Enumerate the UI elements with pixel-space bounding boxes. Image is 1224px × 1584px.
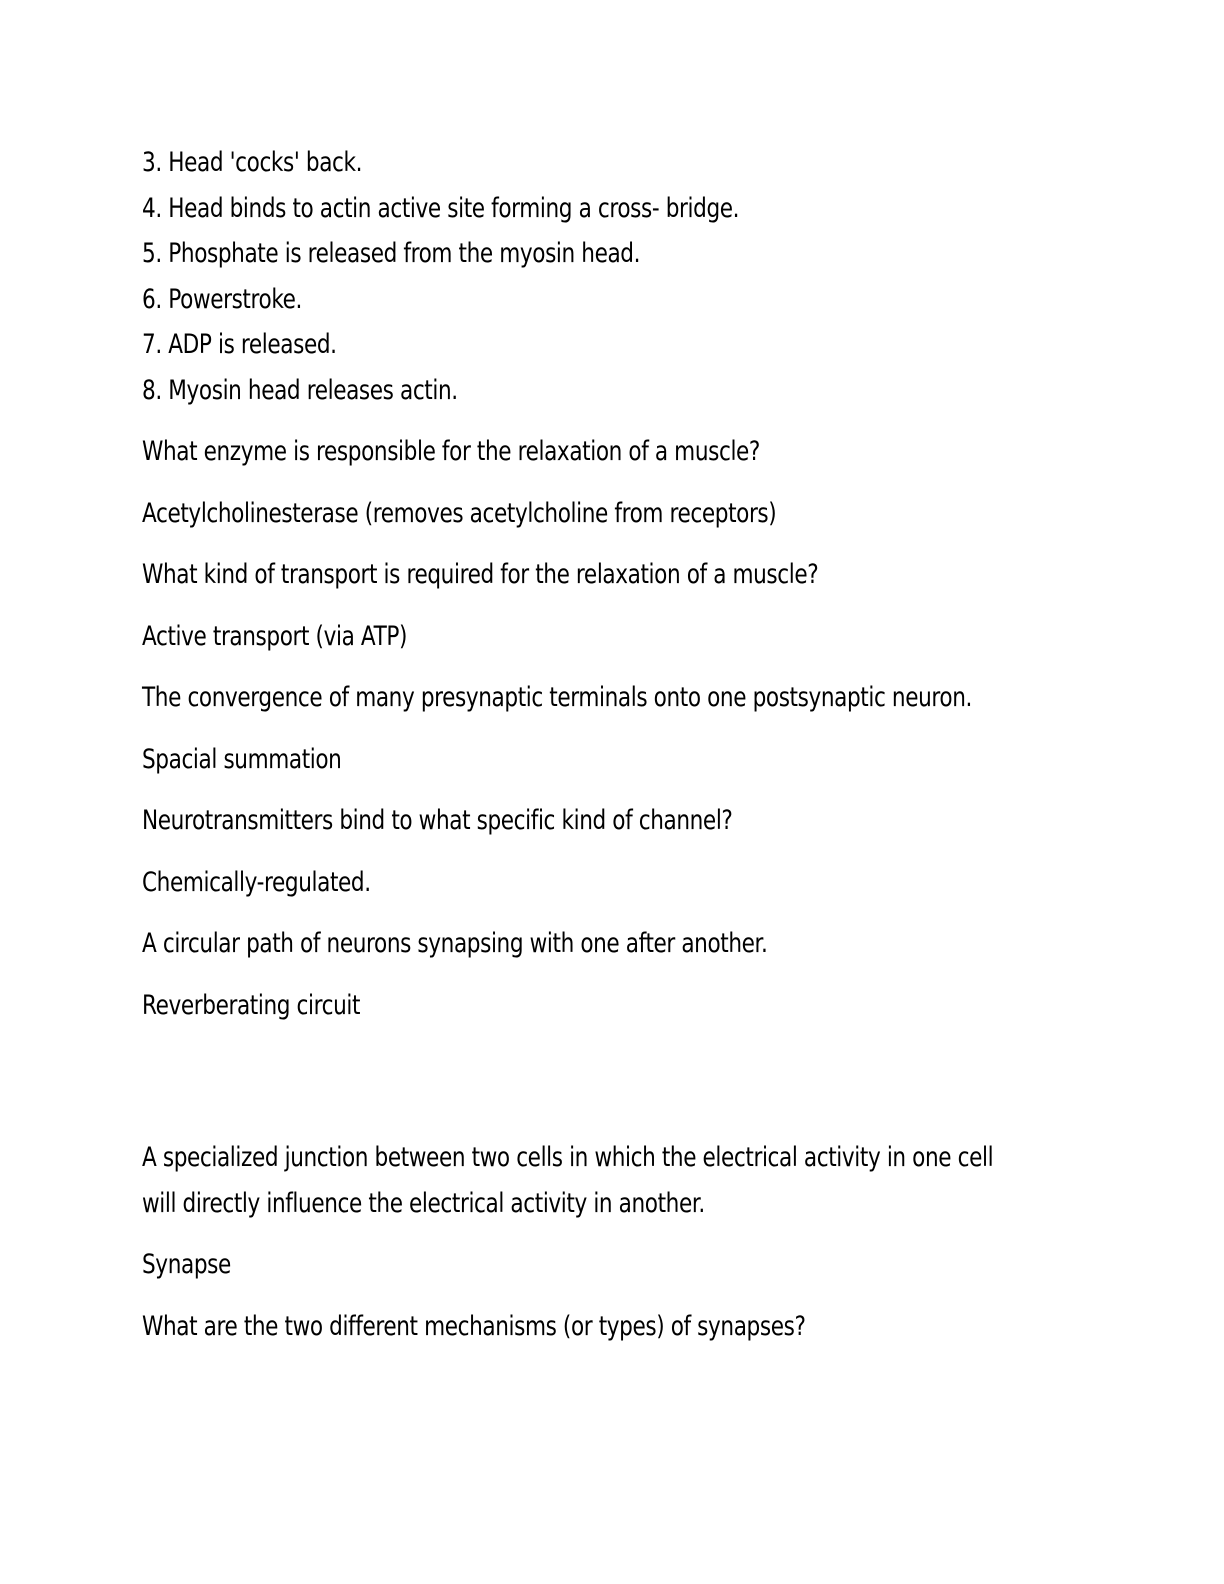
answer-text: Reverberating circuit — [142, 989, 361, 1021]
question-text: What are the two different mechanisms (or types) of synapses? — [142, 1310, 806, 1342]
definition-line: will directly influence the electrical activity in another. — [142, 1187, 705, 1219]
answer-text: Synapse — [142, 1249, 231, 1280]
question-text: Neurotransmitters bind to what specific kind of channel? — [142, 805, 733, 836]
answer-text: Acetylcholinesterase (removes acetylcholine from receptors) — [142, 497, 777, 529]
step-item: 8. Myosin head releases actin. — [142, 374, 458, 406]
question-text: A circular path of neurons synapsing with one after another. — [142, 928, 768, 959]
page-content — [142, 140, 1070, 1349]
question-text: What kind of transport is required for the relaxation of a muscle? — [142, 559, 819, 590]
question-text: The convergence of many presynaptic terminals onto one postsynaptic neuron. — [142, 682, 972, 713]
question-text: What enzyme is responsible for the relaxation of a muscle? — [142, 436, 760, 467]
step-item: 7. ADP is released. — [142, 329, 337, 360]
cross-bridge-steps-list — [142, 140, 1070, 413]
definition-line: A specialized junction between two cells in which the electrical activity in one cell — [142, 1142, 994, 1173]
answer-text: Active transport (via ATP) — [142, 620, 408, 652]
step-item: 3. Head 'cocks' back. — [142, 147, 363, 178]
step-item: 4. Head binds to actin active site forming a cross- bridge. — [142, 192, 740, 224]
step-item: 5. Phosphate is released from the myosin head. — [142, 238, 641, 269]
synapse-definition — [142, 1135, 1070, 1226]
answer-text: Spacial summation — [142, 743, 342, 775]
step-item: 6. Powerstroke. — [142, 283, 303, 315]
answer-text: Chemically-regulated. — [142, 866, 371, 898]
